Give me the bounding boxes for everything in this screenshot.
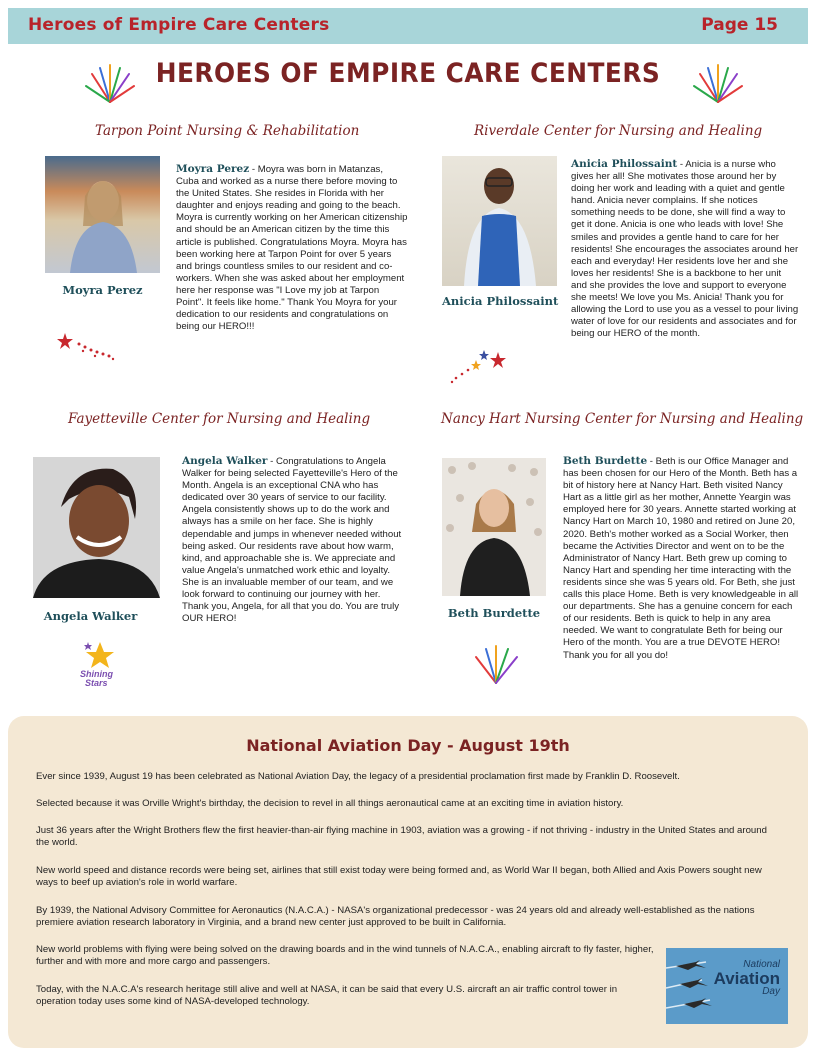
- aviation-paragraph: New world problems with flying were being solved on the drawing boards and in the wind tunnels of N.A.C.A., enabling aircraft to fly faster, higher, further and with more and more cargo and passengers.: [36, 944, 654, 968]
- star-icon: [78, 640, 128, 672]
- hero-photo: [33, 457, 160, 598]
- facility-heading: Nancy Hart Nursing Center for Nursing and Healing: [441, 411, 804, 427]
- aviation-title: National Aviation Day - August 19th: [246, 736, 570, 755]
- hero-photo: [442, 156, 557, 286]
- facility-heading: Riverdale Center for Nursing and Healing: [474, 123, 763, 139]
- facility-heading: Tarpon Point Nursing & Rehabilitation: [95, 123, 360, 139]
- aviation-paragraph: Ever since 1939, August 19 has been celebrated as National Aviation Day, the legacy of a presidential proclamation first made by Franklin D. Roosevelt.: [36, 771, 680, 782]
- shining-stars-logo: Shining Stars: [78, 640, 128, 690]
- shooting-star-icon: [448, 346, 510, 386]
- hero-bio: Anicia Philossaint - Anicia is a nurse who gives her all! She motivates those around her by doing her work and leading with a quiet and gentle hand. Anicia never complains. If she notices something needs to be done, she will find a way to get it done. Anicia is one who leads with love! She smiles and provides a gentle hand to care for her residents! She encourages the associates around her each and everyday! Her residents love her and she loves her residents! She is a backbone to her unit and she provides the love and support to everyone she meets! We love you Ms. Anicia! Thank you for allowing the Lord to use you as a vessel to pour living water of love for our residents and associates and for being our HERO of the month.: [571, 158, 799, 340]
- hero-photo: [45, 156, 160, 273]
- photo-caption: Moyra Perez: [62, 283, 143, 297]
- hero-name: Beth Burdette: [563, 455, 648, 467]
- aviation-paragraph: By 1939, the National Advisory Committee for Aeronautics (N.A.C.A.) - NASA's organizational predecessor - was 24 years old and already well-established as the nations premiere aviation research laboratory in Virginia, and a brand new center just approved to be built in California.: [36, 905, 755, 929]
- photo-caption: Anicia Philossaint: [442, 294, 559, 308]
- hero-name: Angela Walker: [182, 455, 268, 467]
- aviation-day-image: National Aviation Day: [666, 948, 788, 1024]
- hero-name: Moyra Perez: [176, 163, 250, 175]
- fireworks-icon: [82, 62, 138, 104]
- facility-heading: Fayetteville Center for Nursing and Healing: [68, 411, 371, 427]
- hero-bio: Moyra Perez - Moyra was born in Matanzas, Cuba and worked as a nurse there before moving to the United States. She resides in Florida with her daughter and enjoys reading and going to the beach. Moyra is currently working on her American citizenship and should be an American citizen by the time this article is published. Congratulations Moyra. Moyra has been working here at Tarpon Point for over 5 years and brings countless smiles to our resident and co-workers. When she was asked about her employment here her response was "I Love my job at Tarpon Point". It feels like home." Thank You Moyra for your dedication to our residents and congratulations on being our HERO!!!: [176, 163, 408, 333]
- page-number: Page 15: [701, 15, 778, 35]
- fireworks-icon: [468, 643, 524, 685]
- hero-photo: [442, 458, 546, 596]
- shooting-star-icon: [55, 330, 121, 364]
- hero-bio: Beth Burdette - Beth is our Office Manager and has been chosen for our Hero of the Month. Beth has a bit of history here at Nancy Hart. Beth visited Nancy Hart as a little girl as her mother, Annette Yeargin was employed here for 30 years. Annette started working at Nancy Hart on March 10, 1980 and retired on June 20, 2020. Beth's mother worked as a Social Worker, then became the Activities Director and went on to be the Administrator of Nancy Hart. Beth grew up coming to Nancy Hart and spending her time interacting with the residents since she was 5 years old. For Beth, she just calls this place Home. Beth is very knowledgeable in all our departments. She has a genuine concern for each of our residents. Beth is quick to help in any area needed. We want to congratulate Beth for being our Hero of the month. You are a true DEVOTE HERO! Thank you for all you do!: [563, 455, 799, 661]
- hero-bio: Angela Walker - Congratulations to Angela Walker for being selected Fayetteville's Hero of the Month. Angela is an exceptional CNA who has dedicated over 30 years of service to our facility. Angela consistently shows up to do the work and always has a smile on her face. She is highly dependable and jumps in whenever needed without being asked. Our residents rave about how warm, kind, and approachable she is. We appreciate and value Angela's unmatched work ethic and loyalty. She is an invaluable member of our team, and we look forward to continuing our journey with her. Thank you, Angela, for all that you do. You are truly OUR HERO!: [182, 455, 402, 625]
- aviation-paragraph: Selected because it was Orville Wright's birthday, the decision to revel in all things aeronautical came at an exciting time in aviation history.: [36, 798, 624, 809]
- page-title: HEROES OF EMPIRE CARE CENTERS: [155, 58, 661, 89]
- header-title: Heroes of Empire Care Centers: [28, 15, 330, 35]
- fireworks-icon: [690, 62, 746, 104]
- photo-caption: Beth Burdette: [447, 606, 541, 620]
- aviation-paragraph: Today, with the N.A.C.A's research heritage still alive and well at NASA, it can be said that every U.S. aircraft an air traffic control tower in operation today uses some kind of NASA-developed technology.: [36, 984, 618, 1008]
- hero-name: Anicia Philossaint: [571, 158, 678, 170]
- photo-caption: Angela Walker: [43, 609, 138, 623]
- aviation-paragraph: Just 36 years after the Wright Brothers flew the first heavier-than-air flying machine in 1903, aviation was a growing - if not thriving - industry in the United States and around the world.: [36, 825, 767, 849]
- aviation-paragraph: New world speed and distance records were being set, airlines that still exist today were being formed and, as World War II began, both Allied and Axis Powers sought new ways to beef up aviation's role in world warfare.: [36, 865, 762, 889]
- page-header: [8, 8, 808, 44]
